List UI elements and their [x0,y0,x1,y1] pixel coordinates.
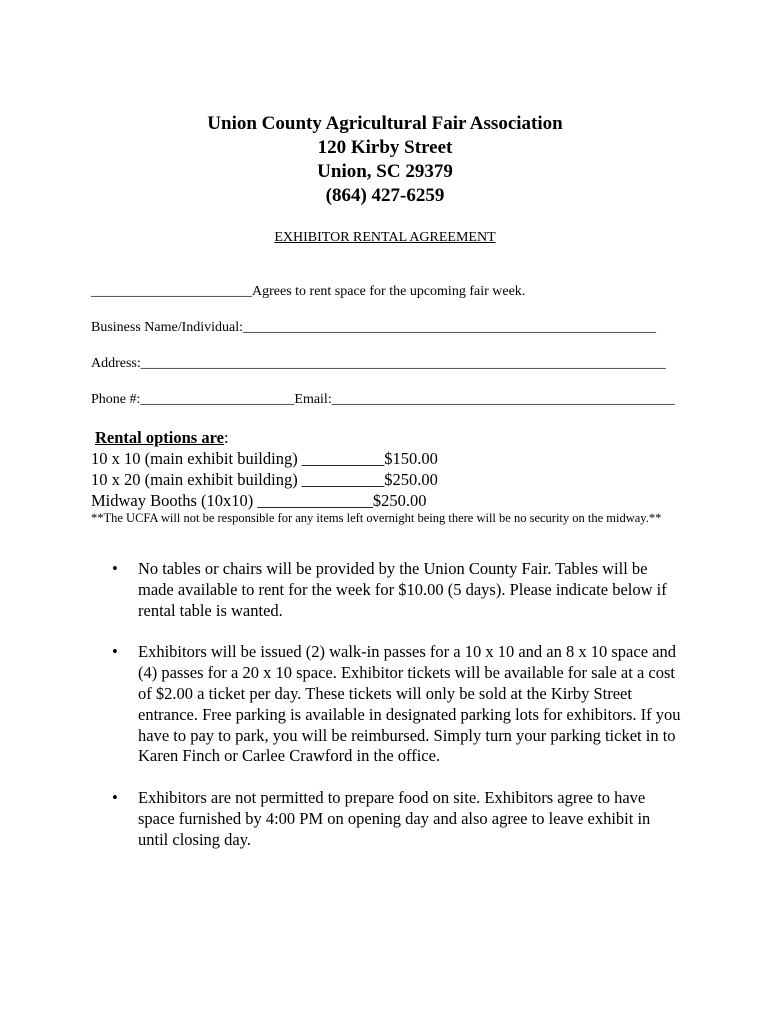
agreement-title: EXHIBITOR RENTAL AGREEMENT [274,230,496,245]
agrees-field[interactable]: _______________________Agrees to rent space for the upcoming fair week. [91,284,526,299]
list-item-text: Exhibitors will be issued (2) walk-in passes for a 10 x 10 and an 8 x 10 space and (4) passes for a 20 x 10 space. Exhibitor tickets will be available for sale at a cost of $2.00 a ticket per day. These tickets will only be sold at the Kirby Street entrance. Free parking is available in designated parking lots for exhibitors. If you have to pay to park, you will be reimbursed. Simply turn your parking ticket in to Karen Finch or Carlee Crawford in the office. [138,642,681,766]
phone-email-row [91,392,676,408]
email-label: Email: [294,392,332,407]
rental-heading [91,427,438,448]
letterhead [0,112,770,208]
business-name-field[interactable]: Business Name/Individual:___________________________________________________________ [91,320,657,335]
security-note: **The UCFA will not be responsible for any items left overnight being there will be no security on the midway.** [91,511,662,525]
city-state-zip: Union, SC 29379 [317,161,453,182]
phone-label: Phone #: [91,392,141,407]
list-item [112,559,682,621]
list-item-text: Exhibitors are not permitted to prepare food on site. Exhibitors agree to have space furnished by 4:00 PM on opening day and also agree to leave exhibit in until closing day. [138,788,651,849]
bullet-icon: • [112,788,118,808]
list-item [112,642,682,767]
email-field[interactable]: _________________________________________________ [331,392,675,407]
address-field[interactable]: Address:___________________________________________________________________________ [91,356,666,371]
organization-name: Union County Agricultural Fair Association [207,113,563,134]
rental-heading-colon: : [223,428,229,447]
list-item-text: No tables or chairs will be provided by the Union County Fair. Tables will be made available to rent for the week for $10.00 (5 days). Please indicate below if rental table is wanted. [138,559,667,620]
street-address: 120 Kirby Street [317,137,453,158]
rental-option: 10 x 20 (main exhibit building) __________$250.00 [91,470,438,489]
phone-number: (864) 427-6259 [325,185,445,206]
rental-option: Midway Booths (10x10) ______________$250.00 [91,491,427,510]
bullet-icon: • [112,559,118,578]
rental-options [91,427,438,511]
bullet-icon: • [112,642,118,662]
rental-option: 10 x 10 (main exhibit building) __________$150.00 [91,449,438,468]
terms-list [112,559,682,872]
phone-field[interactable]: ______________________ [140,392,295,407]
rental-heading-text: Rental options are [95,428,224,447]
list-item [112,788,682,850]
